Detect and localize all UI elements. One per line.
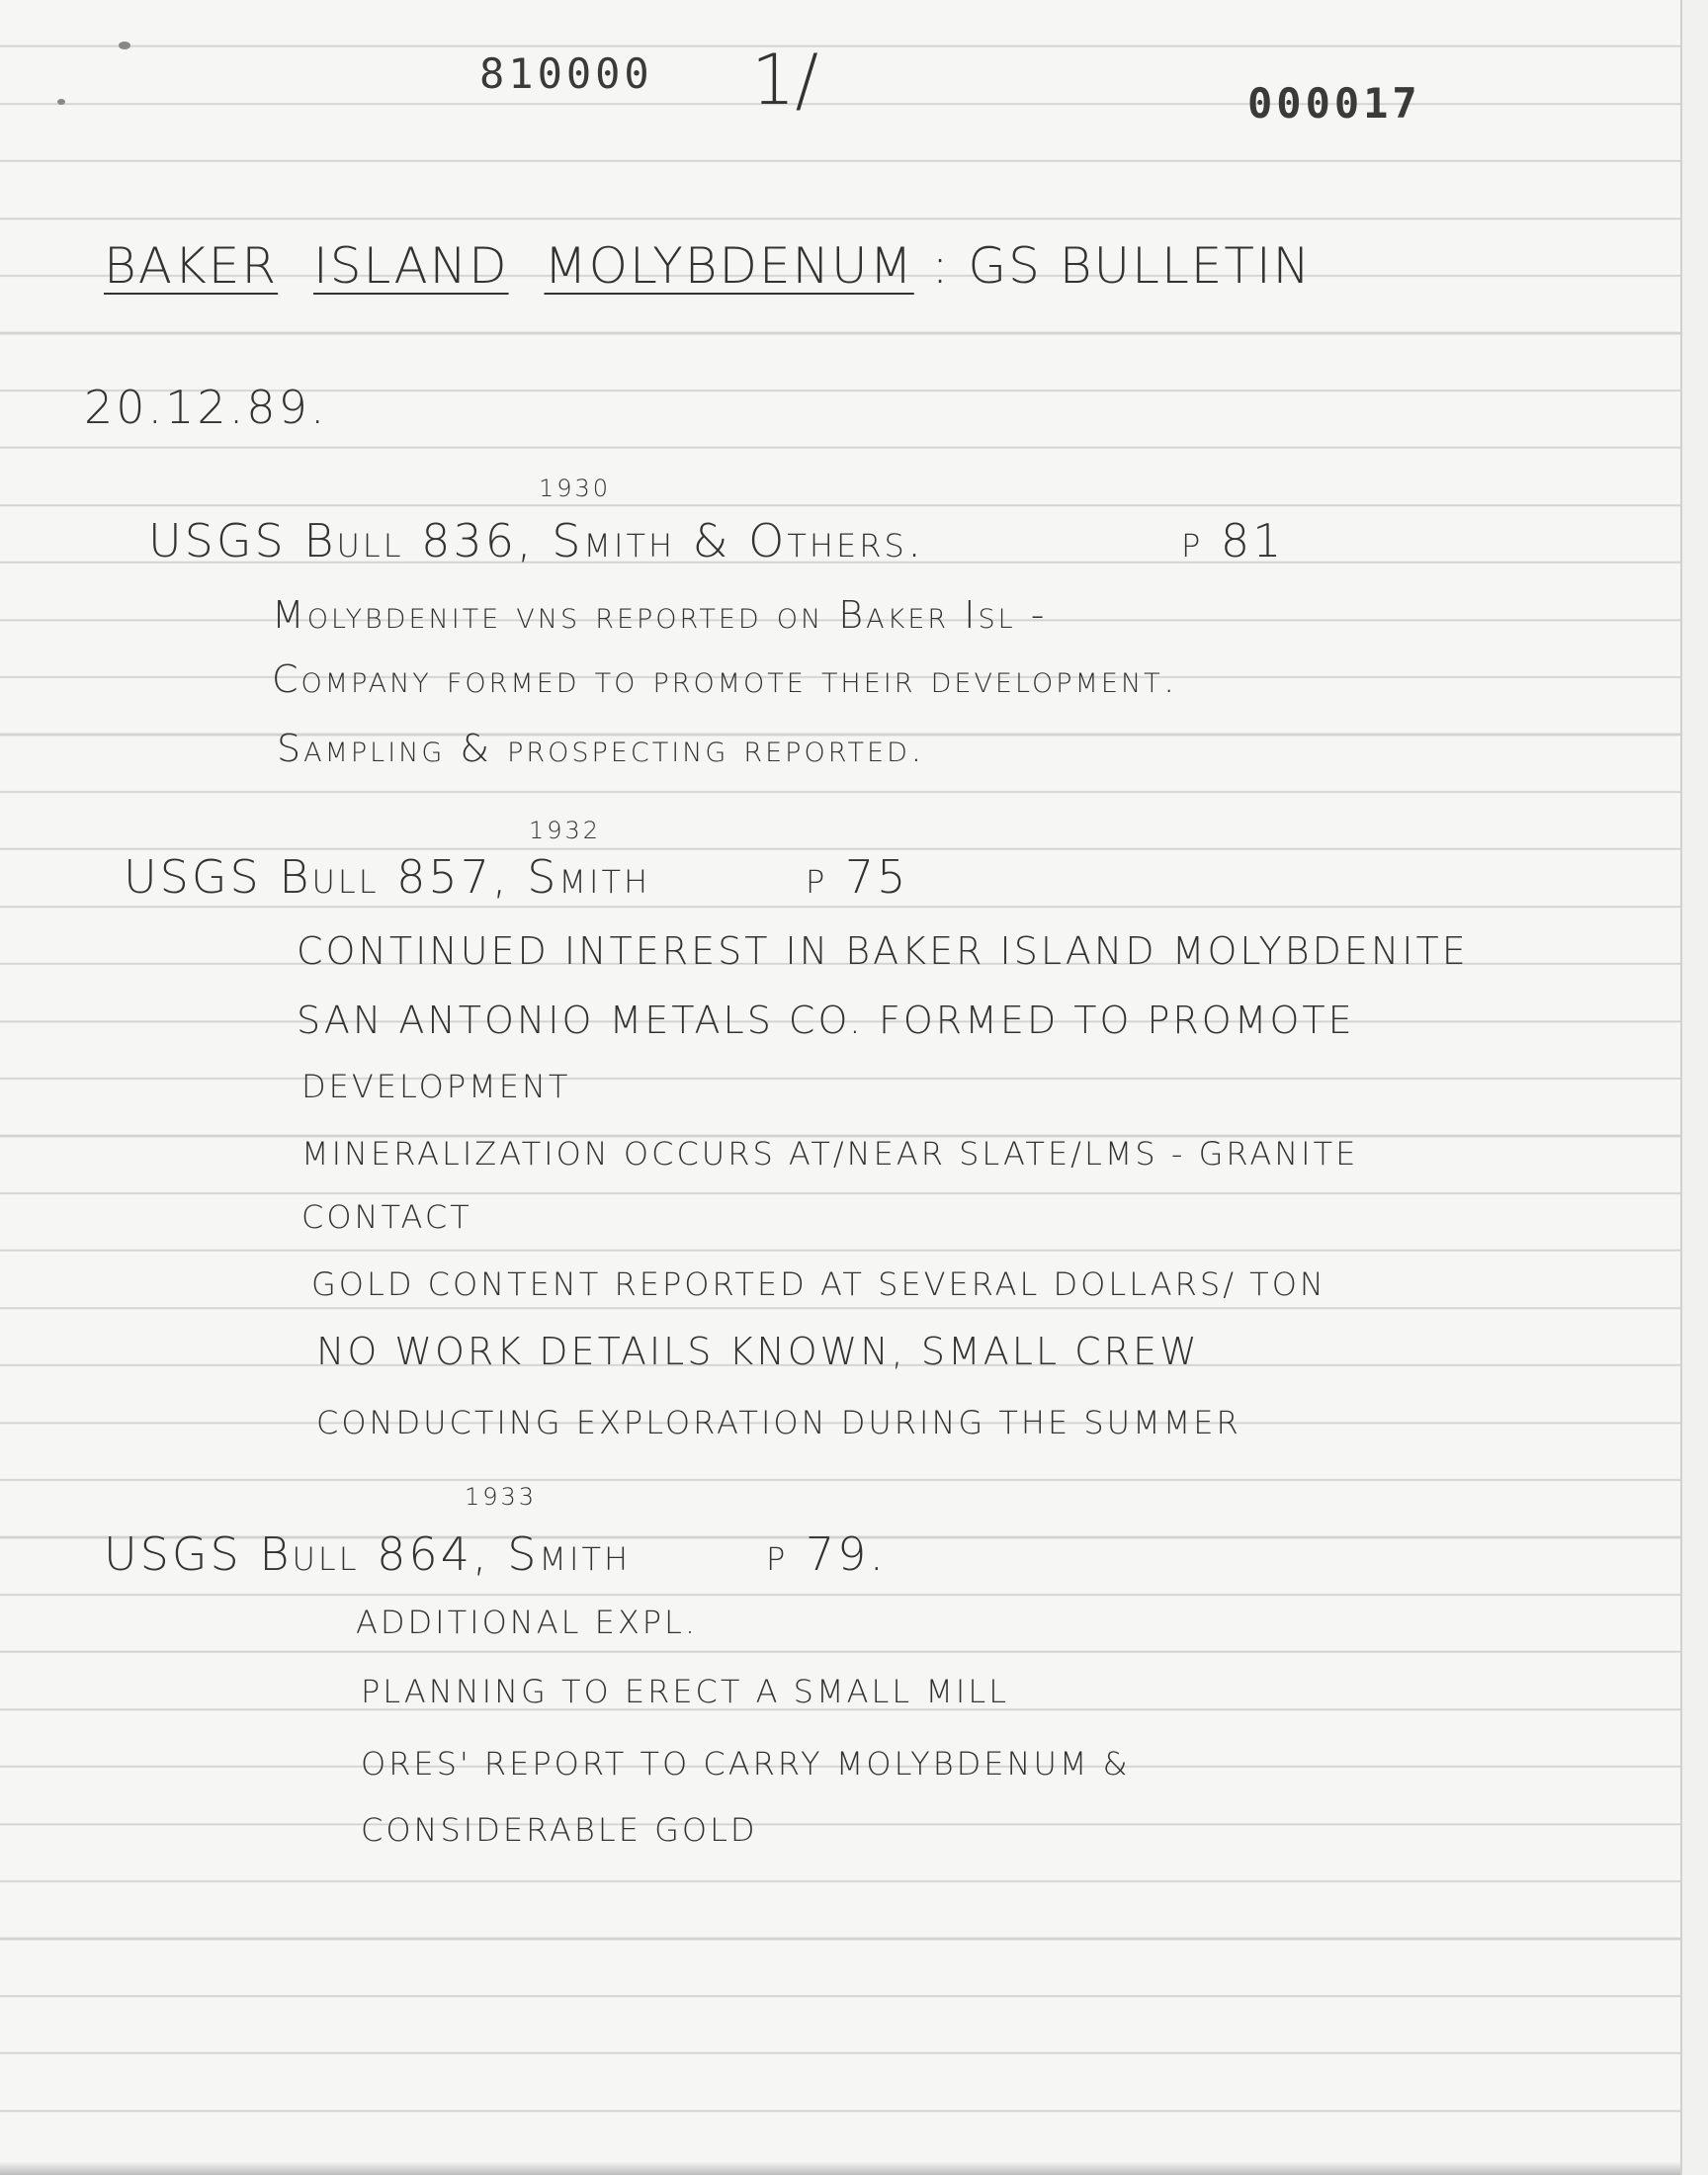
entry-page: p 75 [806,850,909,904]
entry-line: Company formed to promote their development. [272,657,1178,701]
page-title [104,237,1312,295]
title-word-baker: BAKER [104,237,279,295]
entry-page: p 81 [1181,514,1285,567]
entry-page: p 79. [766,1527,888,1581]
entry-line: Sampling & prospecting reported. [277,727,925,770]
title-word-molybdenum: MOLYBDENUM [544,237,914,295]
title-rest: : GS BULLETIN [931,237,1313,295]
entry-year: 1933 [465,1483,538,1511]
title-word-island: ISLAND [312,237,509,295]
entry-year: 1930 [539,475,612,502]
entry-line: PLANNING TO ERECT A SMALL MILL [361,1673,1010,1710]
entry-line: NO WORK DETAILS KNOWN, SMALL CREW [316,1330,1200,1373]
entry-reference: USGS Bull 857, Smith [124,850,651,904]
stamp-right-number: 000017 [1247,79,1421,128]
page-edge-shadow [0,2161,1680,2175]
entry-line: GOLD CONTENT REPORTED AT SEVERAL DOLLARS/ TON [311,1265,1326,1303]
entry-line: CONDUCTING EXPLORATION DURING THE SUMMER [316,1404,1241,1441]
entry-reference: USGS Bull 864, Smith [104,1527,632,1581]
stamp-left-number: 810000 [479,49,653,98]
entry-line: ORES' REPORT TO CARRY MOLYBDENUM & [361,1745,1131,1783]
note-date: 20.12.89. [84,381,328,434]
entry-line: SAN ANTONIO METALS CO. FORMED TO PROMOTE [297,999,1355,1042]
entry-line: CONTINUED INTEREST IN BAKER ISLAND MOLYBDENITE [297,929,1469,973]
entry-line: MINERALIZATION OCCURS AT/NEAR SLATE/LMS - GRANITE [301,1135,1359,1173]
scan-speck [57,99,65,105]
entry-line: CONTACT [301,1198,472,1236]
entry-reference: USGS Bull 836, Smith & Others. [148,514,925,567]
scan-speck [119,42,130,49]
entry-line: ADDITIONAL EXPL. [356,1604,699,1641]
entry-line: DEVELOPMENT [301,1068,571,1105]
entry-line: Molybdenite vns reported on Baker Isl - [272,593,1048,637]
entry-line: CONSIDERABLE GOLD [361,1811,758,1849]
entry-year: 1932 [529,817,602,844]
stamp-mark: 1/ [751,40,819,121]
